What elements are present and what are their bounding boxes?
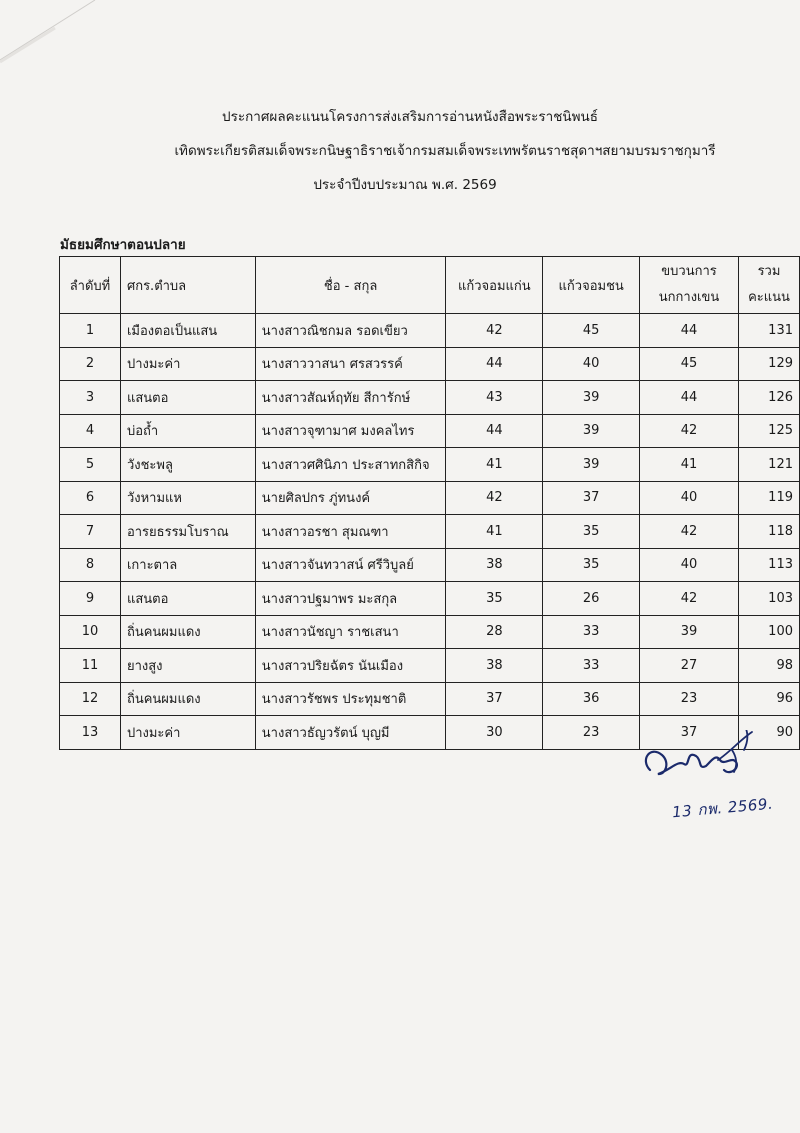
header-total xyxy=(738,257,799,314)
cell-subdistrict: ถิ่นคนผมแดง xyxy=(120,615,255,649)
table-row xyxy=(60,481,800,515)
cell-score2: 45 xyxy=(543,314,640,348)
cell-total: 129 xyxy=(738,347,799,381)
section-title: มัธยมศึกษาตอนปลาย xyxy=(60,237,186,253)
cell-score3: 44 xyxy=(640,381,739,415)
cell-subdistrict: วังหามแห xyxy=(120,481,255,515)
cell-name: นางสาวรัชพร ประทุมชาติ xyxy=(255,682,446,716)
cell-total: 131 xyxy=(738,314,799,348)
score-table xyxy=(59,256,800,750)
cell-total: 98 xyxy=(738,649,799,683)
cell-subdistrict: เกาะตาล xyxy=(120,548,255,582)
cell-score1: 28 xyxy=(446,615,543,649)
table-row xyxy=(60,615,800,649)
cell-subdistrict: วังชะพลู xyxy=(120,448,255,482)
cell-score3: 42 xyxy=(640,414,739,448)
cell-score1: 38 xyxy=(446,649,543,683)
header-score3 xyxy=(640,257,739,314)
cell-score1: 44 xyxy=(446,414,543,448)
cell-score1: 42 xyxy=(446,314,543,348)
cell-total: 113 xyxy=(738,548,799,582)
cell-score1: 37 xyxy=(446,682,543,716)
header-score3-line2: นกกางเขน xyxy=(658,290,720,305)
cell-score3: 23 xyxy=(640,682,739,716)
header-name: ชื่อ - สกุล xyxy=(255,257,446,314)
cell-name: นางสาวธัญวรัตน์ บุญมี xyxy=(255,716,446,750)
cell-name: นางสาวอรชา สุมณฑา xyxy=(255,515,446,549)
cell-score2: 35 xyxy=(543,548,640,582)
cell-score2: 35 xyxy=(543,515,640,549)
cell-no: 1 xyxy=(60,314,121,348)
cell-name: นางสาวปริยฉัตร นันเมือง xyxy=(255,649,446,683)
cell-subdistrict: ยางสูง xyxy=(120,649,255,683)
cell-subdistrict: ปางมะค่า xyxy=(120,716,255,750)
cell-no: 3 xyxy=(60,381,121,415)
header-score2: แก้วจอมชน xyxy=(543,257,640,314)
cell-no: 4 xyxy=(60,414,121,448)
cell-score3: 27 xyxy=(640,649,739,683)
table-row xyxy=(60,582,800,616)
cell-name: นางสาวสัณห์ฤทัย สีการักษ์ xyxy=(255,381,446,415)
table-row xyxy=(60,649,800,683)
paper-crease-mark xyxy=(0,0,120,90)
cell-total: 121 xyxy=(738,448,799,482)
cell-no: 13 xyxy=(60,716,121,750)
cell-subdistrict: ถิ่นคนผมแดง xyxy=(120,682,255,716)
cell-score3: 41 xyxy=(640,448,739,482)
cell-score2: 33 xyxy=(543,649,640,683)
cell-score3: 44 xyxy=(640,314,739,348)
cell-score1: 42 xyxy=(446,481,543,515)
table-row xyxy=(60,548,800,582)
cell-total: 125 xyxy=(738,414,799,448)
cell-score3: 40 xyxy=(640,481,739,515)
cell-total: 100 xyxy=(738,615,799,649)
cell-no: 6 xyxy=(60,481,121,515)
cell-score1: 38 xyxy=(446,548,543,582)
cell-name: นางสาวปฐมาพร มะสกุล xyxy=(255,582,446,616)
cell-total: 119 xyxy=(738,481,799,515)
header-score1: แก้วจอมแก่น xyxy=(446,257,543,314)
cell-subdistrict: อารยธรรมโบราณ xyxy=(120,515,255,549)
cell-name: นายศิลปกร ภู่ทนงค์ xyxy=(255,481,446,515)
table-row xyxy=(60,448,800,482)
table-row xyxy=(60,515,800,549)
cell-score2: 23 xyxy=(543,716,640,750)
cell-score1: 30 xyxy=(446,716,543,750)
header-fiscal-year: ประจำปีงบประมาณ พ.ศ. 2569 xyxy=(313,177,497,193)
cell-total: 103 xyxy=(738,582,799,616)
cell-name: นางสาววาสนา ศรสวรรค์ xyxy=(255,347,446,381)
cell-subdistrict: บ่อถ้ำ xyxy=(120,414,255,448)
cell-subdistrict: แสนตอ xyxy=(120,381,255,415)
cell-score3: 40 xyxy=(640,548,739,582)
cell-subdistrict: ปางมะค่า xyxy=(120,347,255,381)
cell-score2: 33 xyxy=(543,615,640,649)
cell-no: 7 xyxy=(60,515,121,549)
header-subtitle: เทิดพระเกียรติสมเด็จพระกนิษฐาธิราชเจ้ากรมสมเด็จพระเทพรัตนราชสุดาฯสยามบรมราชกุมารี xyxy=(174,143,716,159)
cell-score3: 42 xyxy=(640,515,739,549)
cell-subdistrict: แสนตอ xyxy=(120,582,255,616)
cell-score1: 41 xyxy=(446,515,543,549)
cell-total: 126 xyxy=(738,381,799,415)
cell-score2: 37 xyxy=(543,481,640,515)
cell-no: 12 xyxy=(60,682,121,716)
cell-score2: 39 xyxy=(543,414,640,448)
cell-score2: 39 xyxy=(543,381,640,415)
signature-date: 13 กพ. 2569. xyxy=(671,794,774,822)
cell-no: 11 xyxy=(60,649,121,683)
table-row xyxy=(60,314,800,348)
table-row xyxy=(60,682,800,716)
header-title: ประกาศผลคะแนนโครงการส่งเสริมการอ่านหนังสือพระราชนิพนธ์ xyxy=(222,109,598,125)
cell-name: นางสาวจันทวาสน์ ศรีวิบูลย์ xyxy=(255,548,446,582)
announcement-header xyxy=(0,100,800,202)
header-subdistrict: ศกร.ตำบล xyxy=(120,257,255,314)
cell-total: 118 xyxy=(738,515,799,549)
cell-name: นางสาวศศินิภา ประสาทกสิกิจ xyxy=(255,448,446,482)
table-header-row xyxy=(60,257,800,314)
header-score3-line1: ขบวนการ xyxy=(661,264,717,279)
cell-score1: 43 xyxy=(446,381,543,415)
table-row xyxy=(60,414,800,448)
cell-name: นางสาวจุฑามาศ มงคลไทร xyxy=(255,414,446,448)
cell-no: 9 xyxy=(60,582,121,616)
header-total-line1: รวม xyxy=(757,264,781,279)
cell-total: 90 xyxy=(738,716,799,750)
cell-no: 10 xyxy=(60,615,121,649)
cell-score1: 44 xyxy=(446,347,543,381)
cell-score3: 37 xyxy=(640,716,739,750)
cell-no: 5 xyxy=(60,448,121,482)
cell-no: 2 xyxy=(60,347,121,381)
cell-score1: 35 xyxy=(446,582,543,616)
cell-no: 8 xyxy=(60,548,121,582)
cell-score3: 39 xyxy=(640,615,739,649)
cell-name: นางสาวนัชญา ราชเสนา xyxy=(255,615,446,649)
cell-score3: 42 xyxy=(640,582,739,616)
cell-score2: 39 xyxy=(543,448,640,482)
cell-score2: 26 xyxy=(543,582,640,616)
table-row xyxy=(60,381,800,415)
cell-score2: 36 xyxy=(543,682,640,716)
table-row xyxy=(60,347,800,381)
cell-subdistrict: เมืองตอเป็นแสน xyxy=(120,314,255,348)
header-no: ลำดับที่ xyxy=(60,257,121,314)
cell-score1: 41 xyxy=(446,448,543,482)
cell-name: นางสาวณิชกมล รอดเขียว xyxy=(255,314,446,348)
cell-score3: 45 xyxy=(640,347,739,381)
cell-score2: 40 xyxy=(543,347,640,381)
cell-total: 96 xyxy=(738,682,799,716)
header-total-line2: คะแนน xyxy=(748,290,790,305)
